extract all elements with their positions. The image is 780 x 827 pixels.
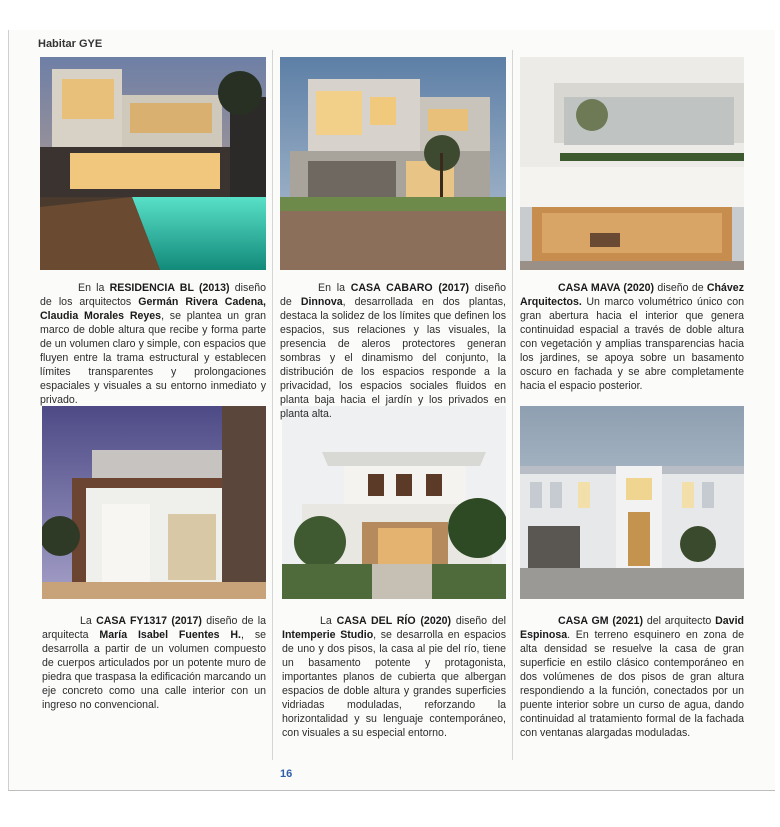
photo-residencia-bl [40, 57, 266, 270]
magazine-header: Habitar GYE [38, 38, 103, 50]
architect-name: Germán Rivera Cadena, Claudia Morales Reyes [40, 296, 267, 322]
photo-casa-mava [520, 57, 744, 270]
caption-casa-mava: CASA MAVA (2020) diseño de Chávez Arquitectos. Un marco volumétrico único con gran abertura hacia el interior que genera continuidad espacial a través de doble altura con vegetación y amplias transparencias hacia los jardines, se apoya sobre un basamento oscuro en fachada y se abre completamente hacia el espacio posterior. [520, 282, 744, 392]
caption-casa-del-rio: La CASA DEL RÍO (2020) diseño del Intemperie Studio, se desarrolla en espacios de uno y dos pisos, la casa al pie del río, tiene un basamento potente y protagonista, importantes planos de cubierta que albergan espacios de doble altura y grandes superficies vidriadas moduladas, reforzando la horizontalidad y su lenguaje contemporáneo, con visuales a su especial entorno. [282, 615, 506, 739]
project-title: CASA MAVA (2020) [558, 282, 655, 294]
photo-casa-cabaro [280, 57, 506, 270]
project-title: RESIDENCIA BL (2013) [109, 282, 230, 294]
project-title: CASA CABARO (2017) [350, 282, 469, 294]
page-number: 16 [280, 768, 293, 780]
project-title: CASA GM (2021) [558, 615, 643, 627]
project-title: CASA FY1317 (2017) [96, 615, 202, 627]
caption-casa-gm: CASA GM (2021) del arquitecto David Espinosa. En terreno esquinero en zona de alta densidad se resuelve la casa de gran superficie en estilo clásico contemporáneo en dos volúmenes de dos pisos de gran altura respondiendo a la función, conectados por un puente interior sobre un curso de agua, dando continuidad al tratamiento formal de la fachada con ventanas alargadas moduladas. [520, 615, 744, 739]
photo-casa-del-rio [282, 406, 506, 599]
architect-name: David Espinosa [520, 615, 744, 641]
project-title: CASA DEL RÍO (2020) [336, 615, 452, 627]
caption-residencia-bl: En la RESIDENCIA BL (2013) diseño de los arquitectos Germán Rivera Cadena, Claudia Morales Reyes, se plantea un gran marco de doble altura que recibe y forma parte de un volumen claro y simple, con espacios que fluyen entre la trama estructural y establecen límites transparentes y prolongaciones espaciales y visuales a su entorno inmediato y privado. [40, 282, 267, 406]
photo-casa-fy1317 [42, 406, 266, 599]
architect-name: Dinnova [300, 296, 343, 308]
caption-casa-fy1317: La CASA FY1317 (2017) diseño de la arquitecta María Isabel Fuentes H., se desarrolla a partir de un volumen compuesto de cuerpos articulados por un potente muro de piedra que traspasa la edificación marcando un eje concreto como una calle interior con un ingreso no convencional. [42, 615, 267, 711]
caption-casa-cabaro: En la CASA CABARO (2017) diseño de Dinnova, desarrollada en dos plantas, destaca la solidez de los límites que definen los espacios, sus relaciones y las visuales, la presencia de aleros protectores generan sombras y el dinamismo del conjunto, la distribución de los espacios responde a la privacidad, los espacios sociales fluidos en planta baja hacia el jardín y los privados en planta alta. [280, 282, 506, 420]
architect-name: María Isabel Fuentes H. [99, 629, 241, 641]
architect-name: Intemperie Studio [282, 629, 374, 641]
photo-casa-gm [520, 406, 744, 599]
column-divider [512, 50, 513, 760]
architect-name: Chávez Arquitectos. [520, 282, 744, 308]
column-divider [272, 50, 273, 760]
